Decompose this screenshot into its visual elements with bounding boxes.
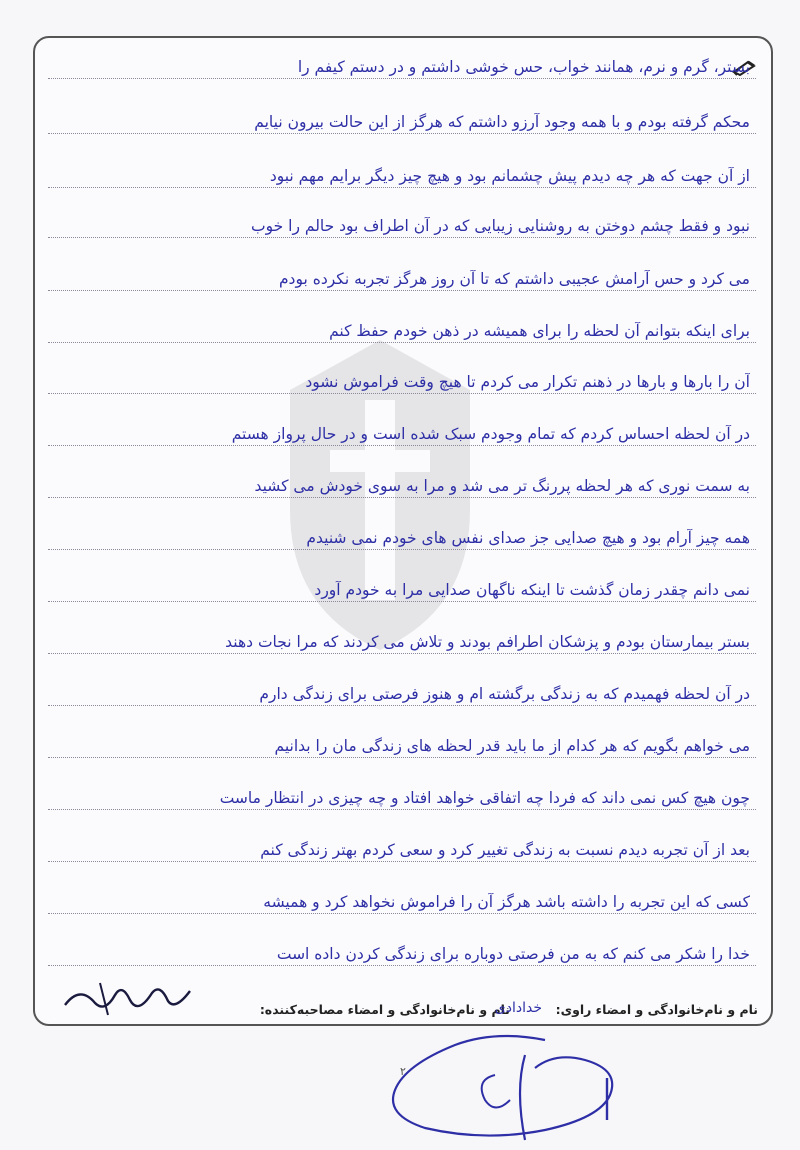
narrator-label: نام و نام‌خانوادگی و امضاء راوی: <box>555 1002 758 1017</box>
narrator-signature <box>60 975 200 1020</box>
handwritten-line: بستر، گرم و نرم، همانند خواب، حس خوشی داشتم و در دستم کیفم را <box>297 58 750 76</box>
handwritten-line: آن را بارها و بارها در ذهنم تکرار می کردم تا هیچ وقت فراموش نشود <box>305 373 750 391</box>
ruled-line <box>48 809 756 810</box>
handwritten-line: بعد از آن تجربه دیدم نسبت به زندگی تغییر کرد و سعی کردم بهتر زندگی کنم <box>260 841 750 859</box>
ruled-line <box>48 237 756 238</box>
ruled-line <box>48 653 756 654</box>
ruled-line <box>48 78 756 79</box>
handwritten-line: می کرد و حس آرامش عجیبی داشتم که تا آن روز هرگز تجربه نکرده بودم <box>278 270 750 288</box>
handwritten-line: در آن لحظه فهمیدم که به زندگی برگشته ام و هنوز فرصتی برای زندگی دارم <box>259 685 750 703</box>
handwritten-line: کسی که این تجربه را داشته باشد هرگز آن را فراموش نخواهد کرد و همیشه <box>263 893 750 911</box>
ruled-line <box>48 342 756 343</box>
handwritten-line: نبود و فقط چشم دوختن به روشنایی زیبایی که در آن اطراف بود حالم را خوب <box>251 217 750 235</box>
handwritten-line: محکم گرفته بودم و با همه وجود آرزو داشتم که هرگز از این حالت بیرون نیایم <box>254 113 750 131</box>
ruled-line <box>48 861 756 862</box>
handwritten-line: برای اینکه بتوانم آن لحظه را برای همیشه در ذهن خودم حفظ کنم <box>329 322 750 340</box>
handwritten-line: خدا را شکر می کنم که به من فرصتی دوباره برای زندگی کردن داده است <box>276 945 750 963</box>
ruled-line <box>48 757 756 758</box>
handwritten-line: از آن جهت که هر چه دیدم پیش چشمانم بود و هیچ چیز دیگر برایم مهم نبود <box>269 167 750 185</box>
handwritten-line: نمی دانم چقدر زمان گذشت تا اینکه ناگهان صدایی مرا به خودم آورد <box>314 581 750 599</box>
ruled-line <box>48 133 756 134</box>
ruled-line <box>48 913 756 914</box>
interviewer-signature <box>375 1020 635 1145</box>
handwritten-line: بستر بیمارستان بودم و پزشکان اطرافم بودند و تلاش می کردند که مرا نجات دهند <box>225 633 750 651</box>
ruled-line <box>48 497 756 498</box>
ruled-line <box>48 965 756 966</box>
handwritten-line: همه چیز آرام بود و هیچ صدایی جز صدای نفس های خودم نمی شنیدم <box>306 529 750 547</box>
ruled-line <box>48 187 756 188</box>
ruled-line <box>48 601 756 602</box>
handwritten-line: می خواهم بگویم که هر کدام از ما باید قدر لحظه های زندگی مان را بدانیم <box>274 737 750 755</box>
handwritten-line: چون هیچ کس نمی داند که فردا چه اتفاقی خواهد افتاد و چه چیزی در انتظار ماست <box>219 789 750 807</box>
handwritten-line: به سمت نوری که هر لحظه پررنگ تر می شد و مرا به سوی خودش می کشید <box>254 477 750 495</box>
handwritten-line: در آن لحظه احساس کردم که تمام وجودم سبک شده است و در حال پرواز هستم <box>231 425 750 443</box>
ruled-line <box>48 445 756 446</box>
ruled-line <box>48 705 756 706</box>
page-number: ۲ <box>400 1065 406 1078</box>
ruled-line <box>48 393 756 394</box>
interviewer-name: خدادادی <box>494 1000 542 1016</box>
interviewer-label: نام و نام‌خانوادگی و امضاء مصاحبه‌کننده: <box>259 1002 510 1017</box>
ruled-line <box>48 549 756 550</box>
ruled-line <box>48 290 756 291</box>
